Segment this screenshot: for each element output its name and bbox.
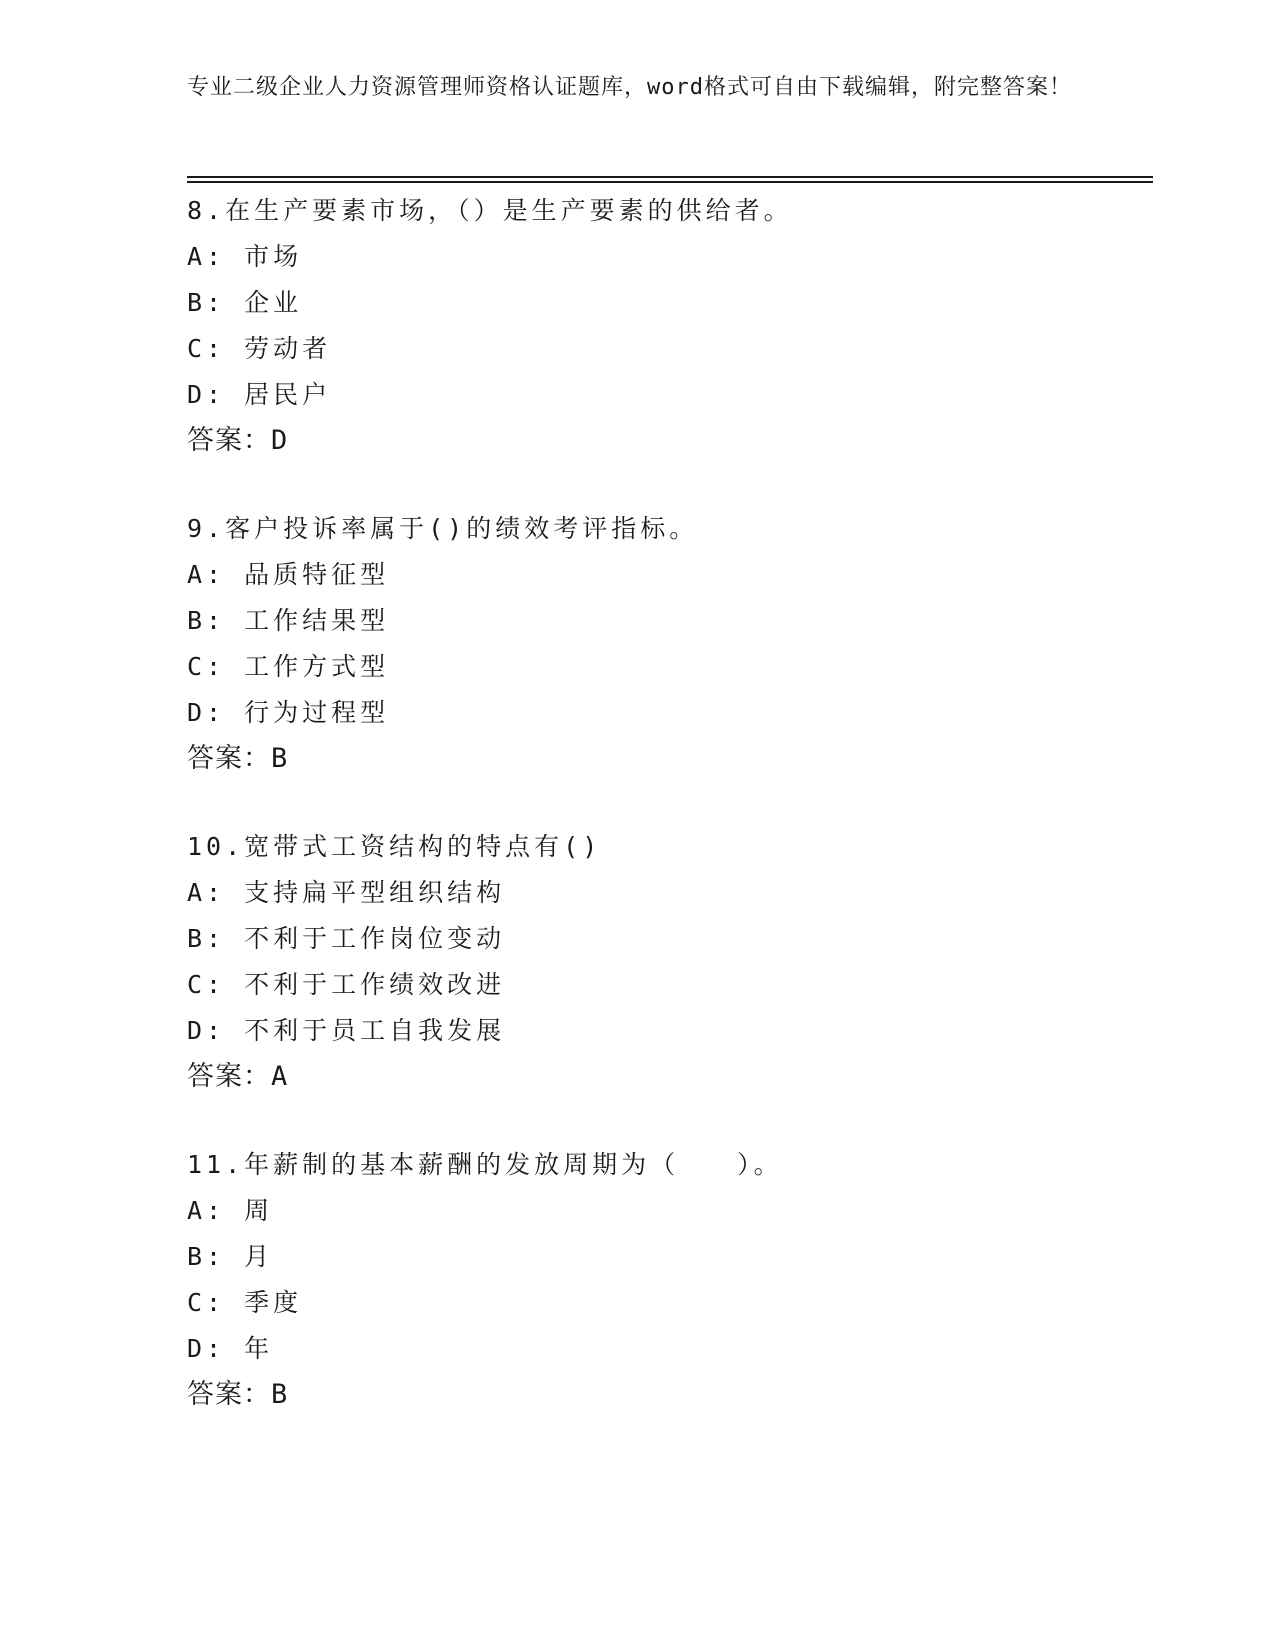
answer-label: 答案： <box>187 743 271 774</box>
question-stem: 8.在生产要素市场，（）是生产要素的供给者。 <box>187 196 793 225</box>
answer-line <box>187 736 1147 782</box>
option-c: C: 季度 <box>187 1288 303 1317</box>
header-rule-top <box>187 176 1153 178</box>
option-b: B: 月 <box>187 1242 274 1271</box>
question-stem: 11.年薪制的基本薪酬的发放周期为（ ）。 <box>187 1150 783 1179</box>
answer-line <box>187 418 1147 464</box>
option-b: B: 工作结果型 <box>187 606 390 635</box>
answer-value: B <box>271 743 289 774</box>
option-d: D: 行为过程型 <box>187 698 390 727</box>
option-d: D: 不利于员工自我发展 <box>187 1016 506 1045</box>
question-8 <box>187 188 1147 464</box>
option-b: B: 不利于工作岗位变动 <box>187 924 506 953</box>
option-c: C: 工作方式型 <box>187 652 390 681</box>
answer-value: A <box>271 1061 289 1092</box>
option-c: C: 不利于工作绩效改进 <box>187 970 506 999</box>
question-9 <box>187 506 1147 782</box>
option-b: B: 企业 <box>187 288 303 317</box>
question-11 <box>187 1142 1147 1418</box>
header-rule-bottom <box>187 181 1153 183</box>
question-stem: 10.宽带式工资结构的特点有() <box>187 832 602 861</box>
answer-line <box>187 1054 1147 1100</box>
answer-value: D <box>271 425 289 456</box>
option-c: C: 劳动者 <box>187 334 332 363</box>
option-a: A: 品质特征型 <box>187 560 390 589</box>
answer-label: 答案： <box>187 1061 271 1092</box>
answer-value: B <box>271 1379 289 1410</box>
answer-line <box>187 1372 1147 1418</box>
answer-label: 答案： <box>187 1379 271 1410</box>
question-stem: 9.客户投诉率属于()的绩效考评指标。 <box>187 514 699 543</box>
document-header: 专业二级企业人力资源管理师资格认证题库，word格式可自由下载编辑，附完整答案！ <box>187 75 1072 100</box>
option-a: A: 市场 <box>187 242 303 271</box>
option-d: D: 年 <box>187 1334 274 1363</box>
question-10 <box>187 824 1147 1100</box>
option-d: D: 居民户 <box>187 380 332 409</box>
option-a: A: 支持扁平型组织结构 <box>187 878 506 907</box>
option-a: A: 周 <box>187 1196 274 1225</box>
answer-label: 答案： <box>187 425 271 456</box>
